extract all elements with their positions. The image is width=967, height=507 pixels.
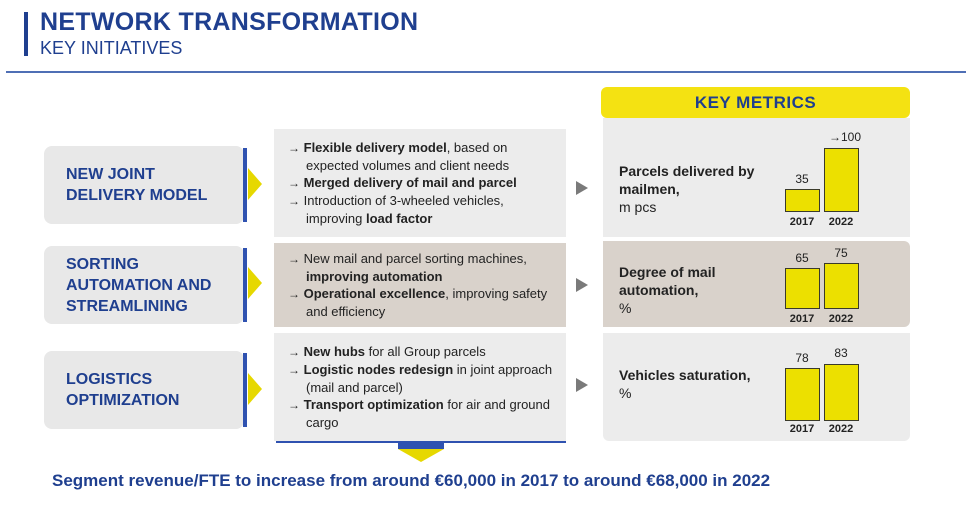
- metric-vehicles-saturation: [603, 333, 910, 441]
- initiative-divider-bar: [243, 248, 247, 322]
- bar-2022: [824, 148, 859, 212]
- year-label-2022: 2022: [828, 423, 854, 435]
- list-item: → Introduction of 3-wheeled vehicles, improving load factor: [288, 193, 504, 226]
- arrow-right-icon: →: [288, 176, 300, 190]
- year-label-2022: 2022: [828, 313, 854, 325]
- bar-value-2017: 78: [795, 351, 809, 365]
- bar-value-2017: 65: [795, 251, 809, 265]
- list-item: → Flexible delivery model, based on expected volumes and client needs: [288, 140, 510, 173]
- page-title: NETWORK TRANSFORMATION: [40, 8, 419, 36]
- initiative-divider-bar: [243, 353, 247, 427]
- bar-value-2017: 35: [795, 172, 809, 186]
- list-item: → Transport optimization for air and ground cargo: [288, 397, 550, 430]
- list-item: → New mail and parcel sorting machines, improving automation: [288, 251, 527, 284]
- chevron-down-icon: [398, 449, 444, 462]
- bar-2017: [785, 268, 820, 309]
- key-metrics-header: KEY METRICS: [601, 87, 910, 118]
- bar-value-2022: →100: [828, 130, 862, 144]
- arrow-right-icon: →: [288, 194, 300, 208]
- arrow-right-icon: →: [288, 363, 300, 377]
- initiative-label: NEW JOINT DELIVERY MODEL: [66, 166, 208, 204]
- initiative-divider-bar: [243, 148, 247, 222]
- metric-parcels-delivered: [603, 118, 910, 237]
- year-label-2017: 2017: [789, 423, 815, 435]
- bar-2022: [824, 263, 859, 309]
- arrow-right-icon: →: [288, 398, 300, 412]
- initiative-label: LOGISTICS OPTIMIZATION: [66, 371, 180, 409]
- play-arrow-icon: [576, 181, 588, 195]
- chevron-right-icon: [248, 373, 262, 405]
- bar-2022: [824, 364, 859, 421]
- play-arrow-icon: [576, 378, 588, 392]
- play-arrow-icon: [576, 278, 588, 292]
- arrow-right-icon: →: [288, 252, 300, 266]
- metric-label: Parcels delivered by mailmen, m pcs: [619, 163, 755, 215]
- list-item: → Operational excellence, improving safety and efficiency: [288, 286, 548, 319]
- bar-2017: [785, 368, 820, 421]
- chevron-right-icon: [248, 267, 262, 299]
- metric-mail-automation: [603, 241, 910, 327]
- metric-label: Degree of mail automation, %: [619, 264, 716, 316]
- list-item: → Logistic nodes redesign in joint approach (mail and parcel): [288, 362, 553, 395]
- initiative-details: [274, 243, 566, 327]
- chevron-right-icon: [248, 168, 262, 200]
- page-subtitle: KEY INITIATIVES: [40, 38, 183, 58]
- metric-label: Vehicles saturation, %: [619, 367, 751, 401]
- list-item: → Merged delivery of mail and parcel: [288, 175, 517, 190]
- title-accent-bar: [24, 12, 28, 56]
- title-divider: [6, 71, 966, 73]
- bar-value-2022: 83: [834, 346, 848, 360]
- initiative-box-logistics: [44, 351, 244, 429]
- initiative-box-sorting-automation: [44, 246, 244, 324]
- arrow-right-icon: →: [288, 287, 300, 301]
- arrow-right-icon: →: [288, 141, 300, 155]
- initiative-label: SORTING AUTOMATION AND STREAMLINING: [66, 255, 212, 315]
- year-label-2017: 2017: [789, 313, 815, 325]
- bar-2017: [785, 189, 820, 212]
- year-label-2022: 2022: [828, 216, 854, 228]
- bar-value-2022: 75: [834, 246, 848, 260]
- initiative-box-joint-delivery: [44, 146, 244, 224]
- initiative-details: [274, 129, 566, 237]
- initiative-details: [274, 333, 566, 441]
- footer-summary: Segment revenue/FTE to increase from around €60,000 in 2017 to around €68,000 in 2022: [52, 471, 771, 490]
- list-item: → New hubs for all Group parcels: [288, 344, 486, 359]
- year-label-2017: 2017: [789, 216, 815, 228]
- arrow-right-icon: →: [288, 345, 300, 359]
